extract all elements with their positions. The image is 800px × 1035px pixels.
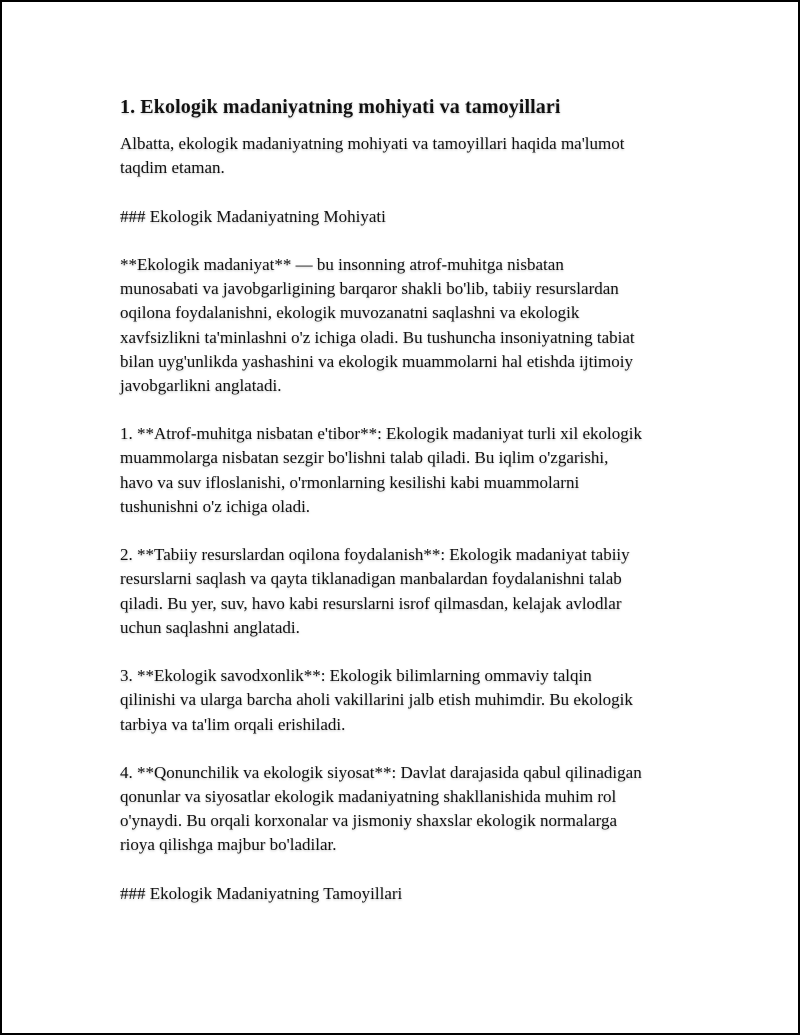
paragraph-spacer	[120, 180, 720, 204]
document-content	[120, 94, 720, 906]
text-line: o'ynaydi. Bu orqali korxonalar va jismoniy shaxslar ekologik normalarga	[120, 811, 618, 831]
text-line: uchun saqlashni anglatadi.	[120, 617, 300, 637]
text-line: 1. **Atrof-muhitga nisbatan e'tibor**: Ekologik madaniyat turli xil ekologik	[120, 424, 642, 444]
text-line: ### Ekologik Madaniyatning Tamoyillari	[120, 883, 403, 903]
text-line: tarbiya va ta'lim orqali erishiladi.	[120, 714, 346, 734]
text-line: 4. **Qonunchilik va ekologik siyosat**: Davlat darajasida qabul qilinadigan	[120, 762, 642, 782]
text-line: xavfsizlikni ta'minlashni o'z ichiga oladi. Bu tushuncha insoniyatning tabiat	[120, 327, 635, 347]
text-line: resurslarni saqlash va qayta tiklanadigan manbalardan foydalanishni talab	[120, 569, 622, 589]
text-line: taqdim etaman.	[120, 158, 225, 178]
text-line: havo va suv ifloslanishi, o'rmonlarning kesilishi kabi muammolarni	[120, 472, 580, 492]
text-line: 3. **Ekologik savodxonlik**: Ekologik bilimlarning ommaviy talqin	[120, 666, 592, 686]
text-line: javobgarlikni anglatadi.	[120, 375, 282, 395]
text-line: rioya qilishga majbur bo'ladilar.	[120, 835, 337, 855]
text-line: Albatta, ekologik madaniyatning mohiyati va tamoyillari haqida ma'lumot	[120, 134, 625, 153]
paragraph-spacer	[120, 229, 720, 253]
text-line: qiladi. Bu yer, suv, havo kabi resurslarni isrof qilmasdan, kelajak avlodlar	[120, 593, 622, 613]
paragraph-spacer	[120, 398, 720, 422]
text-line: bilan uyg'unlikda yashashini va ekologik muammolarni hal etishda ijtimoiy	[120, 351, 633, 371]
document-title: 1. Ekologik madaniyatning mohiyati va tamoyillari	[120, 96, 561, 118]
text-line: qonunlar va siyosatlar ekologik madaniyatning shakllanishida muhim rol	[120, 787, 617, 807]
text-line: 2. **Tabiiy resurslardan oqilona foydalanish**: Ekologik madaniyat tabiiy	[120, 545, 630, 565]
text-line: muammolarga nisbatan sezgir bo'lishni talab qiladi. Bu iqlim o'zgarishi,	[120, 448, 609, 468]
paragraph-spacer	[120, 737, 720, 761]
text-line: ### Ekologik Madaniyatning Mohiyati	[120, 206, 386, 226]
text-line: munosabati va javobgarligining barqaror shakli bo'lib, tabiiy resurslardan	[120, 279, 619, 299]
paragraph-spacer	[120, 519, 720, 543]
document-body	[120, 132, 720, 906]
text-line: oqilona foydalanishni, ekologik muvozanatni saqlashni va ekologik	[120, 303, 580, 323]
text-line: qilinishi va ularga barcha aholi vakillarini jalb etish muhimdir. Bu ekologik	[120, 690, 633, 710]
paragraph-spacer	[120, 858, 720, 882]
paragraph-spacer	[120, 640, 720, 664]
text-line: tushunishni o'z ichiga oladi.	[120, 496, 311, 516]
text-line: **Ekologik madaniyat** — bu insonning atrof-muhitga nisbatan	[120, 254, 564, 274]
